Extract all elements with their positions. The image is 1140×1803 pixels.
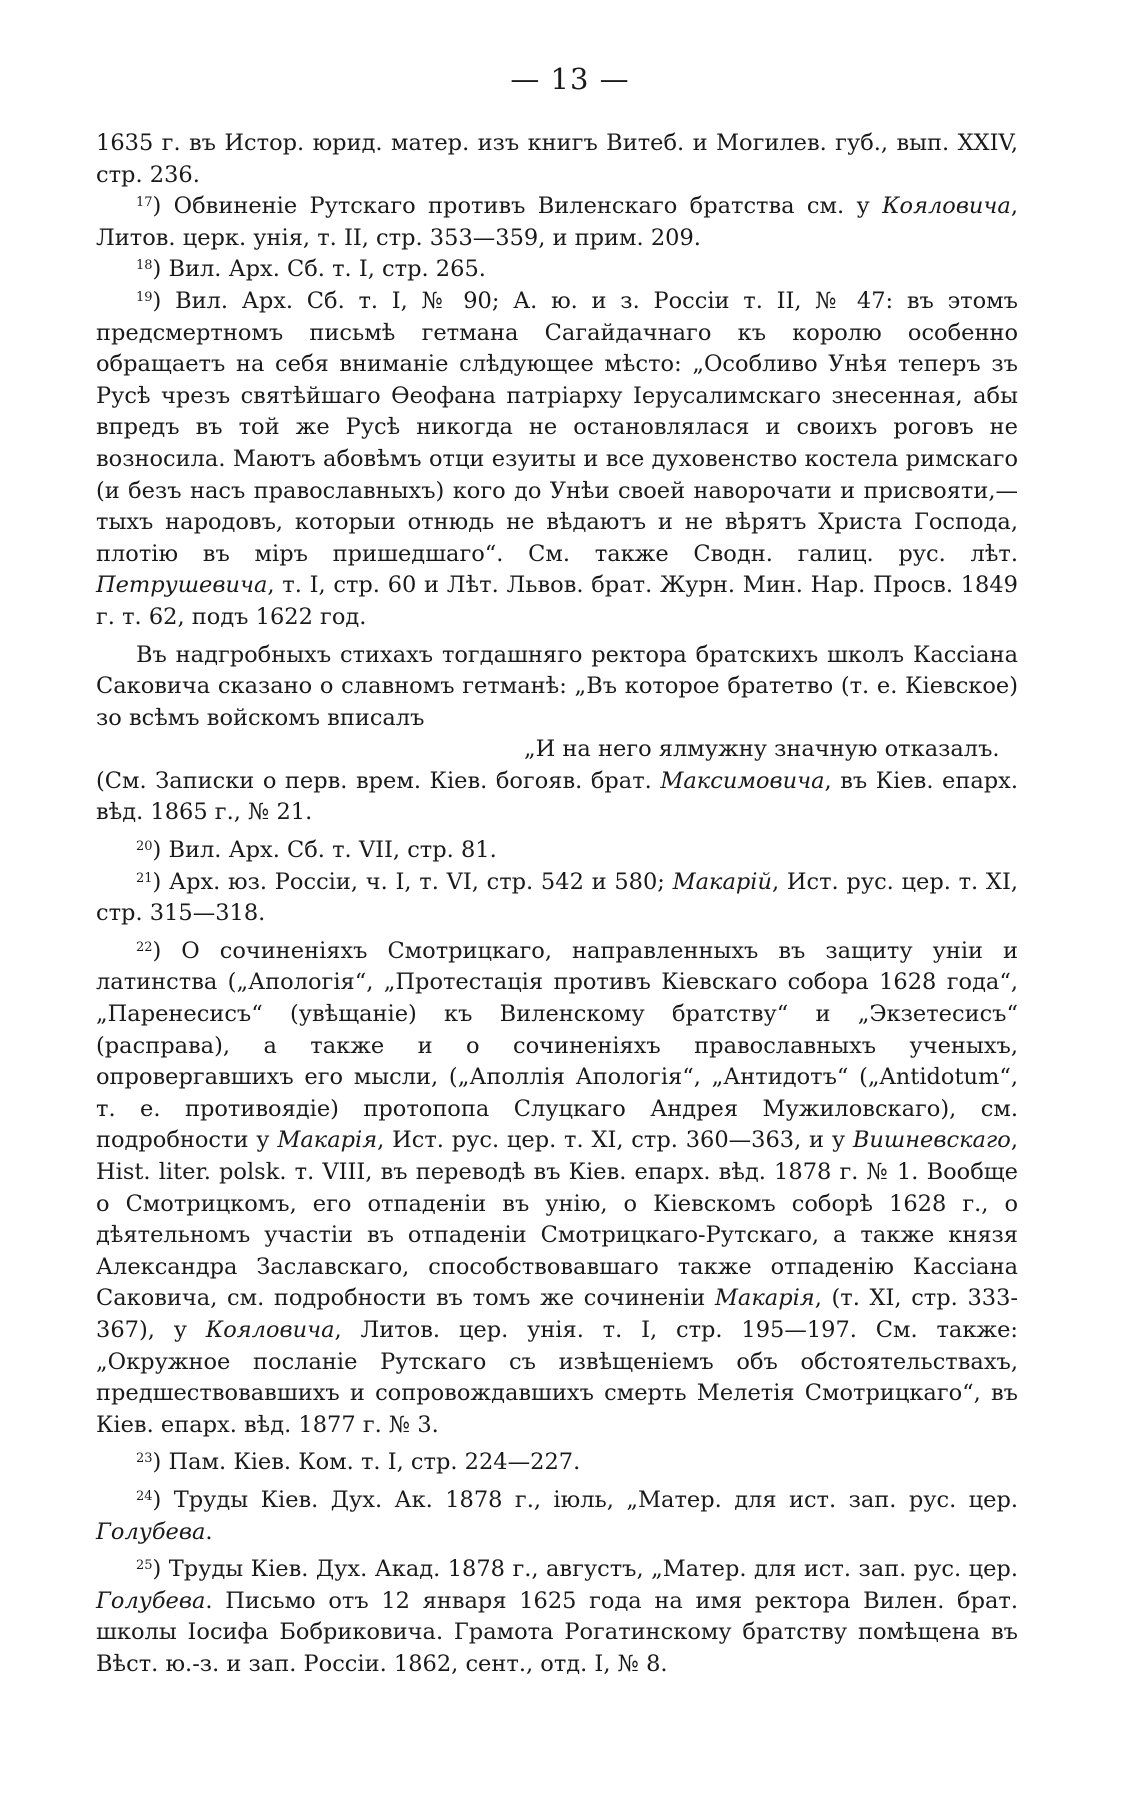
verse-reference: (См. Записки о перв. врем. Кіев. богояв. брат. Максимовича, въ Кіев. епарх. вѣд. 1865 г., № 21.: [96, 767, 1019, 826]
footnote-23: $^{23}$) Пам. Кіев. Ком. т. I, стр. 224—227.: [136, 1449, 581, 1476]
author-name: Голубева: [96, 1518, 206, 1545]
author-name: Максимовича: [660, 767, 825, 794]
footnote-19: $^{19}$) Вил. Арх. Сб. т. I, № 90; А. ю. и з. Россіи т. II, № 47: въ этомъ предсмертномъ письмѣ гетмана Сагайдачнаго къ королю особенно обращаетъ на себя вниманіе слѣдующее мѣсто: „Особливо Унѣя теперъ зъ Русѣ чрезъ святѣйшаго Ѳеофана патріарху Іерусалимскаго знесенная, абы впредъ въ той же Русѣ никогда не остановлялася и своихъ роговъ не возносила. Маютъ абовѣмъ отци езуиты и все духовенство костела римскаго (и безъ насъ православныхъ) кого до Унѣи своей наворочати и присвояти,—тыхъ народовъ, которыи отнюдь не вѣдаютъ и не вѣрятъ Христа Господа, плотію въ міръ пришедшаго“. См. также Сводн. галиц. рус. лѣт. Петрушевича, т. I, стр. 60 и Лѣт. Львов. брат. Журн. Мин. Нар. Просв. 1849 г. т. 62, подъ 1622 год.: [96, 287, 1018, 630]
footnote-number: 24: [136, 1488, 153, 1504]
footnote-number: 19: [136, 289, 153, 305]
page-number: — 13 —: [510, 62, 630, 96]
footnote-20: $^{20}$) Вил. Арх. Сб. т. VII, стр. 81.: [136, 837, 497, 864]
footnote-number: 17: [136, 195, 153, 211]
footnote-number: 18: [136, 258, 153, 274]
footnote-24: $^{24}$) Труды Кіев. Дух. Ак. 1878 г., іюль, „Матер. для ист. зап. рус. цер. Голубева.: [96, 1486, 1018, 1545]
footnote-number: 23: [136, 1451, 153, 1467]
footnote-25: $^{25}$) Труды Кіев. Дух. Акад. 1878 г., августъ, „Матер. для ист. зап. рус. цер. Голубева. Письмо отъ 12 января 1625 года на имя ректора Вилен. брат. школы Іосифа Бобриковича. Грамота Рогатинскому братству помѣщена въ Вѣст. ю.-з. и зап. Россіи. 1862, сент., отд. I, № 8.: [96, 1556, 1018, 1677]
verse-paragraph: Въ надгробныхъ стихахъ тогдашняго ректора братскихъ школъ Кассіана Саковича сказано о славномъ гетманѣ: „Въ которое братетво (т. е. Кіевское) зо всѣмъ войскомъ вписалъ: [96, 641, 1018, 731]
footnote-number: 21: [136, 870, 153, 886]
author-name: Вишневскаго: [852, 1127, 1011, 1154]
footnote-18: $^{18}$) Вил. Арх. Сб. т. I, стр. 265.: [136, 256, 486, 283]
footnotes-body: [96, 128, 1018, 1681]
footnote-number: 20: [136, 838, 153, 854]
author-name: Макарія: [714, 1285, 815, 1312]
author-name: Петрушевича: [96, 572, 268, 599]
continuation-paragraph: 1635 г. въ Истор. юрид. матер. изъ книгъ Витеб. и Могилев. губ., вып. XXIV, стр. 236.: [96, 130, 1018, 188]
author-name: Макарій: [672, 868, 772, 895]
footnote-17: $^{17}$) Обвиненіе Рутскаго противъ Виленскаго братства см. у Кояловича, Литов. церк. унія, т. II, стр. 353—359, и прим. 209.: [96, 193, 1018, 251]
author-name: Кояловича: [205, 1316, 335, 1343]
footnote-number: 25: [136, 1557, 153, 1573]
footnote-21: $^{21}$) Арх. юз. Россіи, ч. I, т. VI, стр. 542 и 580; Макарій, Ист. рус. цер. т. XI, стр. 315—318.: [96, 868, 1018, 927]
author-name: Кояловича: [882, 193, 1011, 220]
verse-line: „И на него ялмужну значную отказалъ.: [524, 736, 1000, 763]
author-name: Макарія: [277, 1127, 378, 1154]
footnote-number: 22: [136, 939, 153, 955]
author-name: Голубева: [96, 1587, 206, 1614]
footnote-22: $^{22}$) О сочиненіяхъ Смотрицкаго, направленныхъ въ защиту уніи и латинства („Апологія“, „Протестація противъ Кіевскаго собора 1628 года“, „Паренесисъ“ (увѣщаніе) къ Виленскому братству“ и „Экзетесисъ“ (расправа), а также и о сочиненіяхъ православныхъ ученыхъ, опровергавшихъ его мысли, („Аполлія Апологія“, „Антидотъ“ („Antidotum“, т. е. противоядіе) протопопа Слуцкаго Андрея Мужиловскаго), см. подробности у Макарія, Ист. рус. цер. т. XI, стр. 360—363, и у Вишневскаго, Hist. liter. polsk. т. VIII, въ переводѣ въ Кіев. епарх. вѣд. 1878 г. № 1. Вообще о Смотрицкомъ, его отпаденіи въ унію, о Кіевскомъ соборѣ 1628 г., о дѣятельномъ участіи въ отпаденіи Смотрицкаго-Рутскаго, а также князя Александра Заславскаго, способствовавшаго также отпаденію Кассіана Саковича, см. подробности въ томъ же сочиненіи Макарія, (т. XI, стр. 333-367), у Кояловича, Литов. цер. унія. т. I, стр. 195—197. См. также: „Окружное посланіе Рутскаго съ извѣщеніемъ объ обстоятельствахъ, предшествовавшихъ и сопровождавшихъ смерть Мелетія Смотрицкаго“, въ Кіев. епарх. вѣд. 1877 г. № 3.: [96, 937, 1019, 1438]
